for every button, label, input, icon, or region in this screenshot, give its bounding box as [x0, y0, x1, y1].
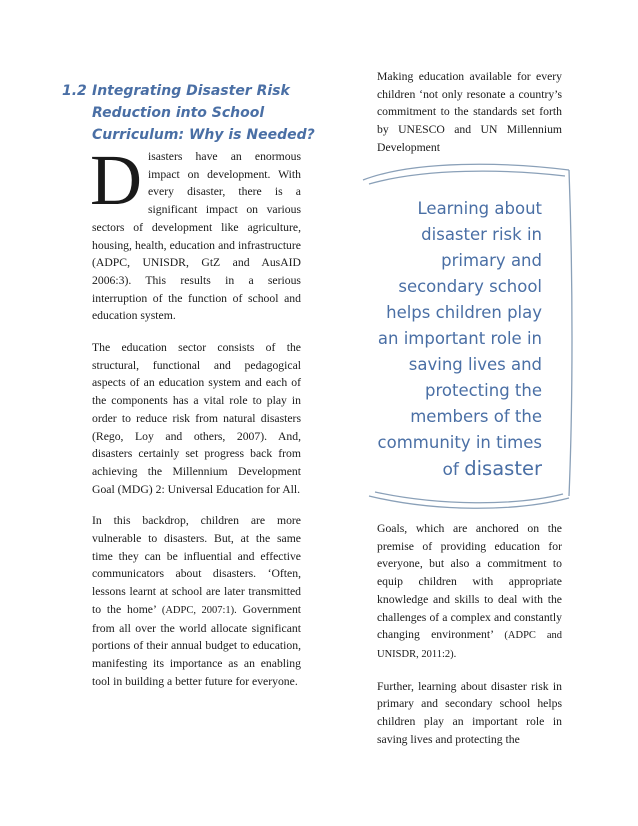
right-bottom-paragraph-1 [377, 520, 562, 664]
paragraph-2: The education sector consists of the structural, functional and pedagogical aspects of an education system and each of the components has a vital role to play in order to reduce risk from natural disasters (Rego, Loy and others, 2007). And, disasters certainly set progress back from achieving the Millennium Development Goal (MDG) 2: Universal Education for All. [92, 341, 301, 496]
pull-quote [366, 196, 542, 483]
paragraph-3 [92, 512, 301, 690]
right-bottom-paragraph-1-main: Goals, which are anchored on the premise of providing education for everyone, but also a commitment to equip children with appropriate knowledge and skills to deal with the challenges of a complex and constantly changing environment’ [377, 522, 562, 642]
left-column [90, 140, 302, 704]
right-column-top [377, 68, 562, 171]
drop-cap: D [90, 140, 142, 220]
right-column-bottom [377, 520, 562, 762]
paragraph-1-text: isasters have an enormous impact on development. With every disaster, there is a significant impact on various sectors of development like agriculture, housing, health, education and infrastructure (ADPC, UNISDR, GtZ and AusAID 2006:3). This results in a serious interruption of the function of school and education system. [92, 150, 301, 323]
right-citation: (ADPC and UNISDR, 2011:2). [377, 630, 563, 660]
frame-top-swoosh-inner [369, 171, 565, 184]
pull-quote-last-line [366, 456, 542, 483]
pull-quote-last-word: disaster [464, 457, 542, 480]
section-title: Integrating Disaster Risk Reduction into School Curriculum: Why is Needed? [92, 83, 315, 143]
frame-bottom-swoosh-inner [375, 492, 563, 503]
paragraph-3-end: Government from all over the world allocate significant portions of their annual budget to education, manifesting its importance as an enabling tool in building a better future for everyone. [92, 602, 302, 688]
paragraph-3-main: In this backdrop, children are more vulnerable to disasters. But, at the same time they can be influential and effective communicators about disasters. ‘Often, lessons learnt at school are later transmitted to the home’ [92, 514, 301, 616]
right-bottom-paragraph-2: Further, learning about disaster risk in primary and secondary school helps children play an important role in saving lives and protecting the [377, 679, 562, 746]
pull-quote-text: Learning about disaster risk in primary and secondary school helps children play an important role in saving lives and protecting the members of the community in times [377, 199, 542, 452]
pull-quote-last-prefix: of [442, 460, 459, 480]
frame-right-edge [569, 170, 572, 496]
section-number: 1.2 [62, 83, 87, 99]
citation: (ADPC, 2007:1). [161, 604, 237, 616]
paragraph-1 [90, 140, 301, 325]
right-top-paragraph: Making education available for every children ‘not only resonate a country’s commitment to the standards set forth by UNESCO and UN Millennium Development [377, 70, 562, 154]
